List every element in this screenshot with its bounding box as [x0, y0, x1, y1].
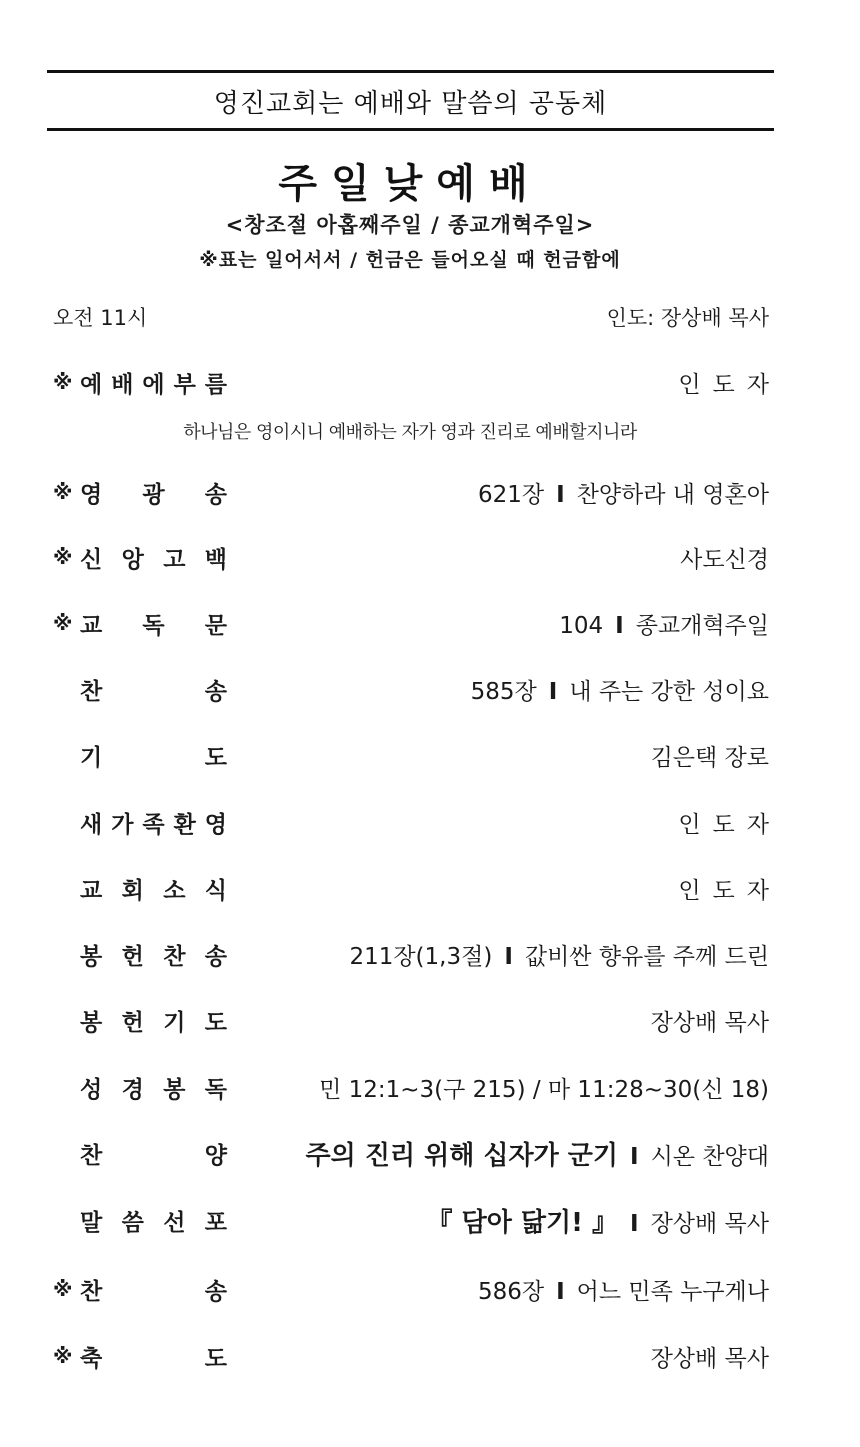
order-row	[53, 1269, 769, 1309]
order-label-char: 앙	[121, 546, 144, 573]
order-label-char: 말	[80, 1209, 103, 1236]
separator: I	[548, 678, 558, 705]
church-motto: 영진교회는 예배와 말씀의 공동체	[213, 88, 608, 119]
order-value	[227, 607, 769, 640]
call-scripture: 하나님은 영이시니 예배하는 자가 영과 진리로 예배할지니라	[183, 422, 637, 443]
order-label-char: 포	[204, 1209, 227, 1236]
order-row	[53, 1067, 769, 1107]
service-meta	[53, 302, 769, 332]
order-value-text: 장상배 목사	[650, 1009, 769, 1036]
order-value-text: 민 12:1~3(구 215) / 마 11:28~30(신 18)	[319, 1076, 769, 1103]
order-title: 『 담아 닮기! 』	[426, 1207, 619, 1238]
order-row	[53, 1336, 769, 1376]
order-value	[227, 872, 781, 905]
order-value	[227, 541, 769, 574]
standing-mark: ※	[53, 480, 73, 504]
standing-mark: ※	[53, 1277, 73, 1301]
order-value	[227, 476, 769, 509]
order-number: 585장	[470, 678, 537, 705]
order-label-char: 봉	[80, 1009, 103, 1036]
order-label-char: 독	[204, 1076, 227, 1103]
order-label-char: 찬	[80, 1142, 103, 1169]
standing-note: ※표는 일어서서 / 헌금은 들어오실 때 헌금함에	[199, 249, 621, 271]
standing-mark: ※	[53, 1344, 73, 1368]
order-value	[227, 366, 781, 399]
order-value-text: 장상배 목사	[650, 1345, 769, 1372]
order-label-char: 헌	[121, 1009, 144, 1036]
order-label-char: 축	[80, 1345, 103, 1372]
order-detail: 어느 민족 누구게나	[576, 1278, 769, 1305]
service-title: 주일낮예배	[278, 161, 542, 207]
order-value	[227, 1071, 769, 1104]
order-value-text: 인도자	[678, 877, 781, 904]
order-row	[53, 735, 769, 775]
order-value	[227, 1135, 769, 1172]
order-row	[53, 1200, 769, 1240]
order-label-char: 름	[204, 371, 227, 398]
order-row	[53, 362, 781, 402]
order-label-char: 에	[142, 371, 165, 398]
order-label-char: 부	[173, 371, 196, 398]
order-label-char: 양	[204, 1142, 227, 1169]
order-label-char: 독	[142, 612, 165, 639]
order-label-char: 족	[142, 811, 165, 838]
top-rule	[47, 70, 774, 73]
separator: I	[615, 612, 624, 639]
order-label-char: 찬	[80, 1278, 103, 1305]
order-label-char: 배	[111, 371, 134, 398]
standing-mark: ※	[53, 370, 73, 394]
order-label-char: 새	[80, 811, 103, 838]
order-label-char: 영	[204, 811, 227, 838]
separator: I	[504, 943, 513, 970]
order-value-text: 인도자	[678, 371, 781, 398]
order-value-text: 인도자	[678, 811, 781, 838]
order-label	[80, 806, 227, 839]
order-value	[227, 739, 769, 772]
order-label	[80, 1273, 227, 1306]
order-label	[80, 541, 227, 574]
order-label	[80, 607, 227, 640]
order-detail: 장상배 목사	[650, 1210, 769, 1237]
order-row	[53, 537, 769, 577]
order-label-char: 찬	[80, 678, 103, 705]
order-label	[80, 1340, 227, 1373]
order-detail: 찬양하라 내 영혼아	[576, 481, 769, 508]
order-label	[80, 1137, 227, 1170]
order-number: 586장	[477, 1278, 545, 1305]
order-number: 211장(1,3절)	[349, 943, 493, 970]
standing-mark: ※	[53, 611, 73, 635]
order-row	[53, 472, 769, 512]
order-label-char: 찬	[163, 943, 186, 970]
order-value	[227, 806, 781, 839]
service-subtitle: <창조절 아홉째주일 / 종교개혁주일>	[225, 213, 595, 237]
separator: I	[630, 1210, 639, 1237]
order-value-text: 사도신경	[680, 546, 769, 573]
order-label	[80, 872, 227, 905]
order-label-char: 교	[80, 612, 103, 639]
order-label-char: 문	[204, 612, 227, 639]
order-value	[227, 938, 769, 971]
order-row	[53, 1000, 769, 1040]
order-row	[53, 934, 769, 974]
order-label-char: 예	[80, 371, 103, 398]
order-detail: 내 주는 강한 성이요	[569, 678, 769, 705]
order-label-char: 씀	[121, 1209, 144, 1236]
order-detail: 시온 찬양대	[650, 1143, 769, 1170]
order-row	[53, 1133, 769, 1173]
standing-mark: ※	[53, 545, 73, 569]
order-label	[80, 366, 227, 399]
order-label-char: 도	[204, 1345, 227, 1372]
order-value	[227, 673, 769, 706]
order-title: 주의 진리 위해 십자가 군기	[305, 1140, 619, 1171]
order-label-char: 송	[204, 943, 227, 970]
order-label-char: 선	[163, 1209, 186, 1236]
order-label-char: 봉	[163, 1076, 186, 1103]
service-leader: 인도: 장상배 목사	[606, 306, 769, 330]
service-time: 오전 11시	[53, 306, 148, 330]
order-label	[80, 1071, 227, 1104]
order-row	[53, 669, 769, 709]
order-label-char: 가	[111, 811, 134, 838]
order-value	[227, 1202, 769, 1239]
order-label-char: 도	[204, 1009, 227, 1036]
order-label-char: 송	[204, 481, 227, 508]
order-label-char: 기	[163, 1009, 186, 1036]
order-label	[80, 673, 227, 706]
order-label-char: 광	[142, 481, 165, 508]
order-value	[227, 1340, 769, 1373]
order-label-char: 기	[80, 744, 103, 771]
order-row	[53, 603, 769, 643]
order-label-char: 고	[163, 546, 186, 573]
banner-rule	[47, 128, 774, 131]
order-label-char: 신	[80, 546, 103, 573]
order-label	[80, 938, 227, 971]
order-row	[53, 802, 781, 842]
order-label-char: 도	[204, 744, 227, 771]
order-detail: 종교개혁주일	[635, 612, 769, 639]
order-label	[80, 739, 227, 772]
order-label-char: 환	[173, 811, 196, 838]
order-label	[80, 1004, 227, 1037]
order-label-char: 백	[204, 546, 227, 573]
order-label-char: 헌	[121, 943, 144, 970]
order-label-char: 식	[204, 877, 227, 904]
order-detail: 값비싼 향유를 주께 드린	[524, 943, 769, 970]
order-label	[80, 476, 227, 509]
order-number: 104	[559, 612, 604, 639]
order-row	[53, 868, 781, 908]
order-label-char: 송	[204, 1278, 227, 1305]
separator: I	[630, 1143, 639, 1170]
order-label-char: 송	[204, 678, 227, 705]
order-value-text: 김은택 장로	[650, 744, 769, 771]
order-label-char: 봉	[80, 943, 103, 970]
order-value	[227, 1273, 769, 1306]
order-label-char: 교	[80, 877, 103, 904]
separator: I	[556, 1278, 565, 1305]
order-number: 621장	[477, 481, 545, 508]
order-label-char: 소	[163, 877, 186, 904]
order-label-char: 회	[121, 877, 144, 904]
order-label-char: 영	[80, 481, 103, 508]
order-label-char: 경	[121, 1076, 144, 1103]
order-label-char: 성	[80, 1076, 103, 1103]
order-label	[80, 1204, 227, 1237]
order-value	[227, 1004, 769, 1037]
separator: I	[556, 481, 565, 508]
